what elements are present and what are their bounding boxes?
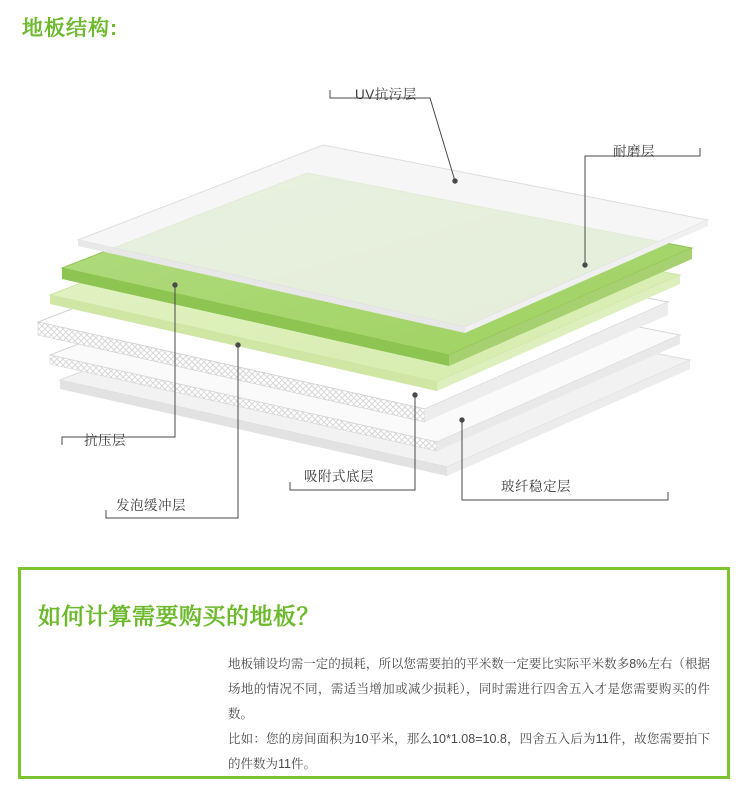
label-fiberglass-layer: 玻纤稳定层 bbox=[501, 479, 571, 494]
calculation-paragraph-2: 比如：您的房间面积为10平米，那么10*1.08=10.8，四舍五入后为11件，故您需要拍下的件数为11件。 bbox=[228, 732, 710, 771]
page-title: 地板结构: bbox=[22, 17, 118, 40]
floor-structure-diagram bbox=[0, 50, 750, 550]
label-uv-layer: UV抗污层 bbox=[355, 87, 417, 102]
calculation-body bbox=[228, 652, 710, 777]
calculation-title: 如何计算需要购买的地板？ bbox=[38, 603, 320, 629]
label-adsorption-layer: 吸附式底层 bbox=[304, 469, 374, 484]
label-compression-layer: 抗压层 bbox=[84, 433, 126, 448]
calculation-paragraph-1: 地板铺设均需一定的损耗，所以您需要拍的平米数一定要比实际平米数多8%左右（根据场地的情况不同，需适当增加或减少损耗），同时需进行四舍五入才是您需要购买的件数。 bbox=[228, 657, 710, 721]
label-foam-layer: 发泡缓冲层 bbox=[116, 498, 186, 513]
label-wear-layer: 耐磨层 bbox=[613, 144, 655, 159]
